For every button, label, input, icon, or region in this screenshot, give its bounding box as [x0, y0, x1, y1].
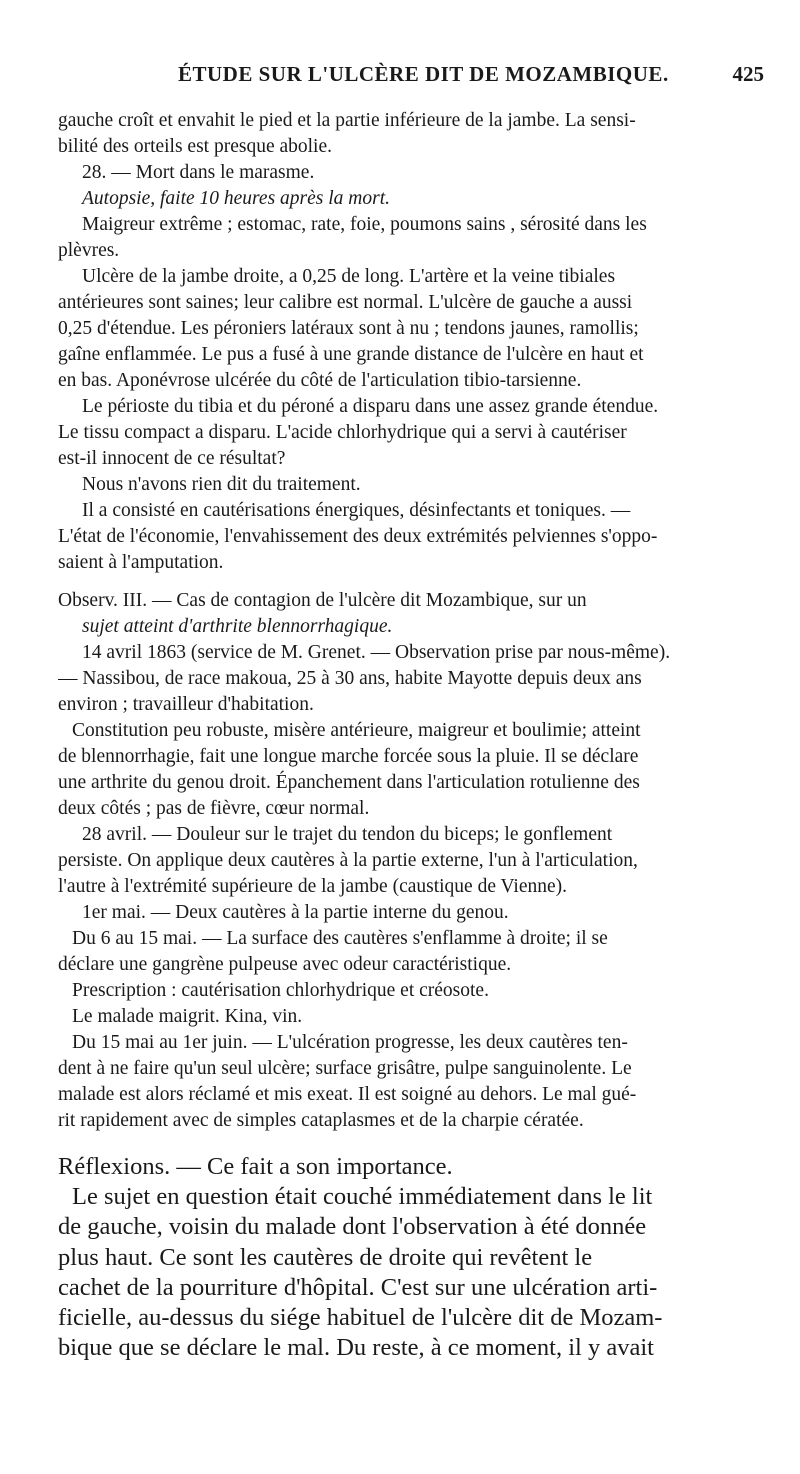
text-line: l'autre à l'extrémité supérieure de la jambe (caustique de Vienne).	[58, 876, 568, 897]
page-body	[58, 108, 748, 1363]
text-line: en bas. Aponévrose ulcérée du côté de l'articulation tibio-tarsienne.	[58, 370, 582, 391]
text-line: dent à ne faire qu'un seul ulcère; surface grisâtre, pulpe sanguinolente. Le	[58, 1058, 632, 1079]
text-line: Autopsie, faite 10 heures après la mort.	[82, 188, 391, 209]
text-line: environ ; travailleur d'habitation.	[58, 694, 314, 715]
text-line: Il a consisté en cautérisations énergiques, désinfectants et toniques. —	[82, 500, 631, 521]
text-line: Le tissu compact a disparu. L'acide chlorhydrique qui a servi à cautériser	[58, 422, 627, 443]
text-line: de gauche, voisin du malade dont l'observation à été donnée	[58, 1213, 647, 1241]
reflections-section	[58, 1152, 748, 1363]
text-line: Ulcère de la jambe droite, a 0,25 de long. L'artère et la veine tibiales	[82, 266, 616, 287]
text-line: déclare une gangrène pulpeuse avec odeur caractéristique.	[58, 954, 512, 975]
text-line: ficielle, au-dessus du siége habituel de l'ulcère dit de Mozam-	[58, 1303, 663, 1331]
text-line: Du 6 au 15 mai. — La surface des cautères s'enflamme à droite; il se	[72, 928, 608, 949]
text-line: plèvres.	[58, 240, 120, 261]
text-line: 0,25 d'étendue. Les péroniers latéraux sont à nu ; tendons jaunes, ramollis;	[58, 318, 639, 339]
text-line: Le périoste du tibia et du péroné a disparu dans une assez grande étendue.	[82, 396, 659, 417]
text-line: bique que se déclare le mal. Du reste, à ce moment, il y avait	[58, 1334, 654, 1362]
text-line: Le sujet en question était couché immédiatement dans le lit	[72, 1183, 653, 1211]
text-line: Le malade maigrit. Kina, vin.	[72, 1006, 303, 1027]
text-line: Du 15 mai au 1er juin. — L'ulcération progresse, les deux cautères ten-	[72, 1032, 628, 1053]
text-line: 28 avril. — Douleur sur le trajet du tendon du biceps; le gonflement	[82, 824, 613, 845]
text-line: deux côtés ; pas de fièvre, cœur normal.	[58, 798, 370, 819]
text-line: Prescription : cautérisation chlorhydrique et créosote.	[72, 980, 489, 1001]
observation-subheading: sujet atteint d'arthrite blennorrhagique.	[82, 616, 393, 637]
text-line: Nous n'avons rien dit du traitement.	[82, 474, 361, 495]
text-line: Constitution peu robuste, misère antérieure, maigreur et boulimie; atteint	[72, 720, 641, 741]
text-line: — Nassibou, de race makoua, 25 à 30 ans, habite Mayotte depuis deux ans	[58, 668, 642, 689]
text-line: saient à l'amputation.	[58, 552, 224, 573]
spacer	[58, 1134, 748, 1152]
text-line: Maigreur extrême ; estomac, rate, foie, poumons sains , sérosité dans les	[82, 214, 647, 235]
text-line: persiste. On applique deux cautères à la partie externe, l'un à l'articulation,	[58, 850, 638, 871]
text-line: malade est alors réclamé et mis exeat. Il est soigné au dehors. Le mal gué-	[58, 1084, 637, 1105]
text-line: 14 avril 1863 (service de M. Grenet. — Observation prise par nous-même).	[82, 642, 671, 663]
text-line: antérieures sont saines; leur calibre est normal. L'ulcère de gauche a aussi	[58, 292, 633, 313]
observation-heading: Observ. III. — Cas de contagion de l'ulcère dit Mozambique, sur un	[58, 590, 587, 611]
page-header	[0, 62, 800, 92]
text-line: cachet de la pourriture d'hôpital. C'est sur une ulcération arti-	[58, 1273, 658, 1301]
observation-section	[58, 588, 748, 1134]
text-line: plus haut. Ce sont les cautères de droite qui revêtent le	[58, 1243, 593, 1271]
text-line: L'état de l'économie, l'envahissement des deux extrémités pelviennes s'oppo-	[58, 526, 658, 547]
text-line: 1er mai. — Deux cautères à la partie interne du genou.	[82, 902, 509, 923]
text-line: 28. — Mort dans le marasme.	[82, 162, 315, 183]
text-line: est-il innocent de ce résultat?	[58, 448, 286, 469]
running-title: ÉTUDE SUR L'ULCÈRE DIT DE MOZAMBIQUE.	[178, 62, 669, 86]
text-line: rit rapidement avec de simples cataplasmes et de la charpie cératée.	[58, 1110, 584, 1131]
text-line: une arthrite du genou droit. Épanchement dans l'articulation rotulienne des	[58, 772, 640, 793]
text-line: gaîne enflammée. Le pus a fusé à une grande distance de l'ulcère en haut et	[58, 344, 644, 365]
spacer	[58, 576, 748, 588]
text-line: de blennorrhagie, fait une longue marche forcée sous la pluie. Il se déclare	[58, 746, 639, 767]
text-line: bilité des orteils est presque abolie.	[58, 136, 333, 157]
autopsy-section	[58, 108, 748, 576]
text-line: gauche croît et envahit le pied et la partie inférieure de la jambe. La sensi-	[58, 110, 636, 131]
page-number: 425	[732, 62, 764, 86]
reflections-heading: Réflexions. — Ce fait a son importance.	[58, 1153, 453, 1180]
